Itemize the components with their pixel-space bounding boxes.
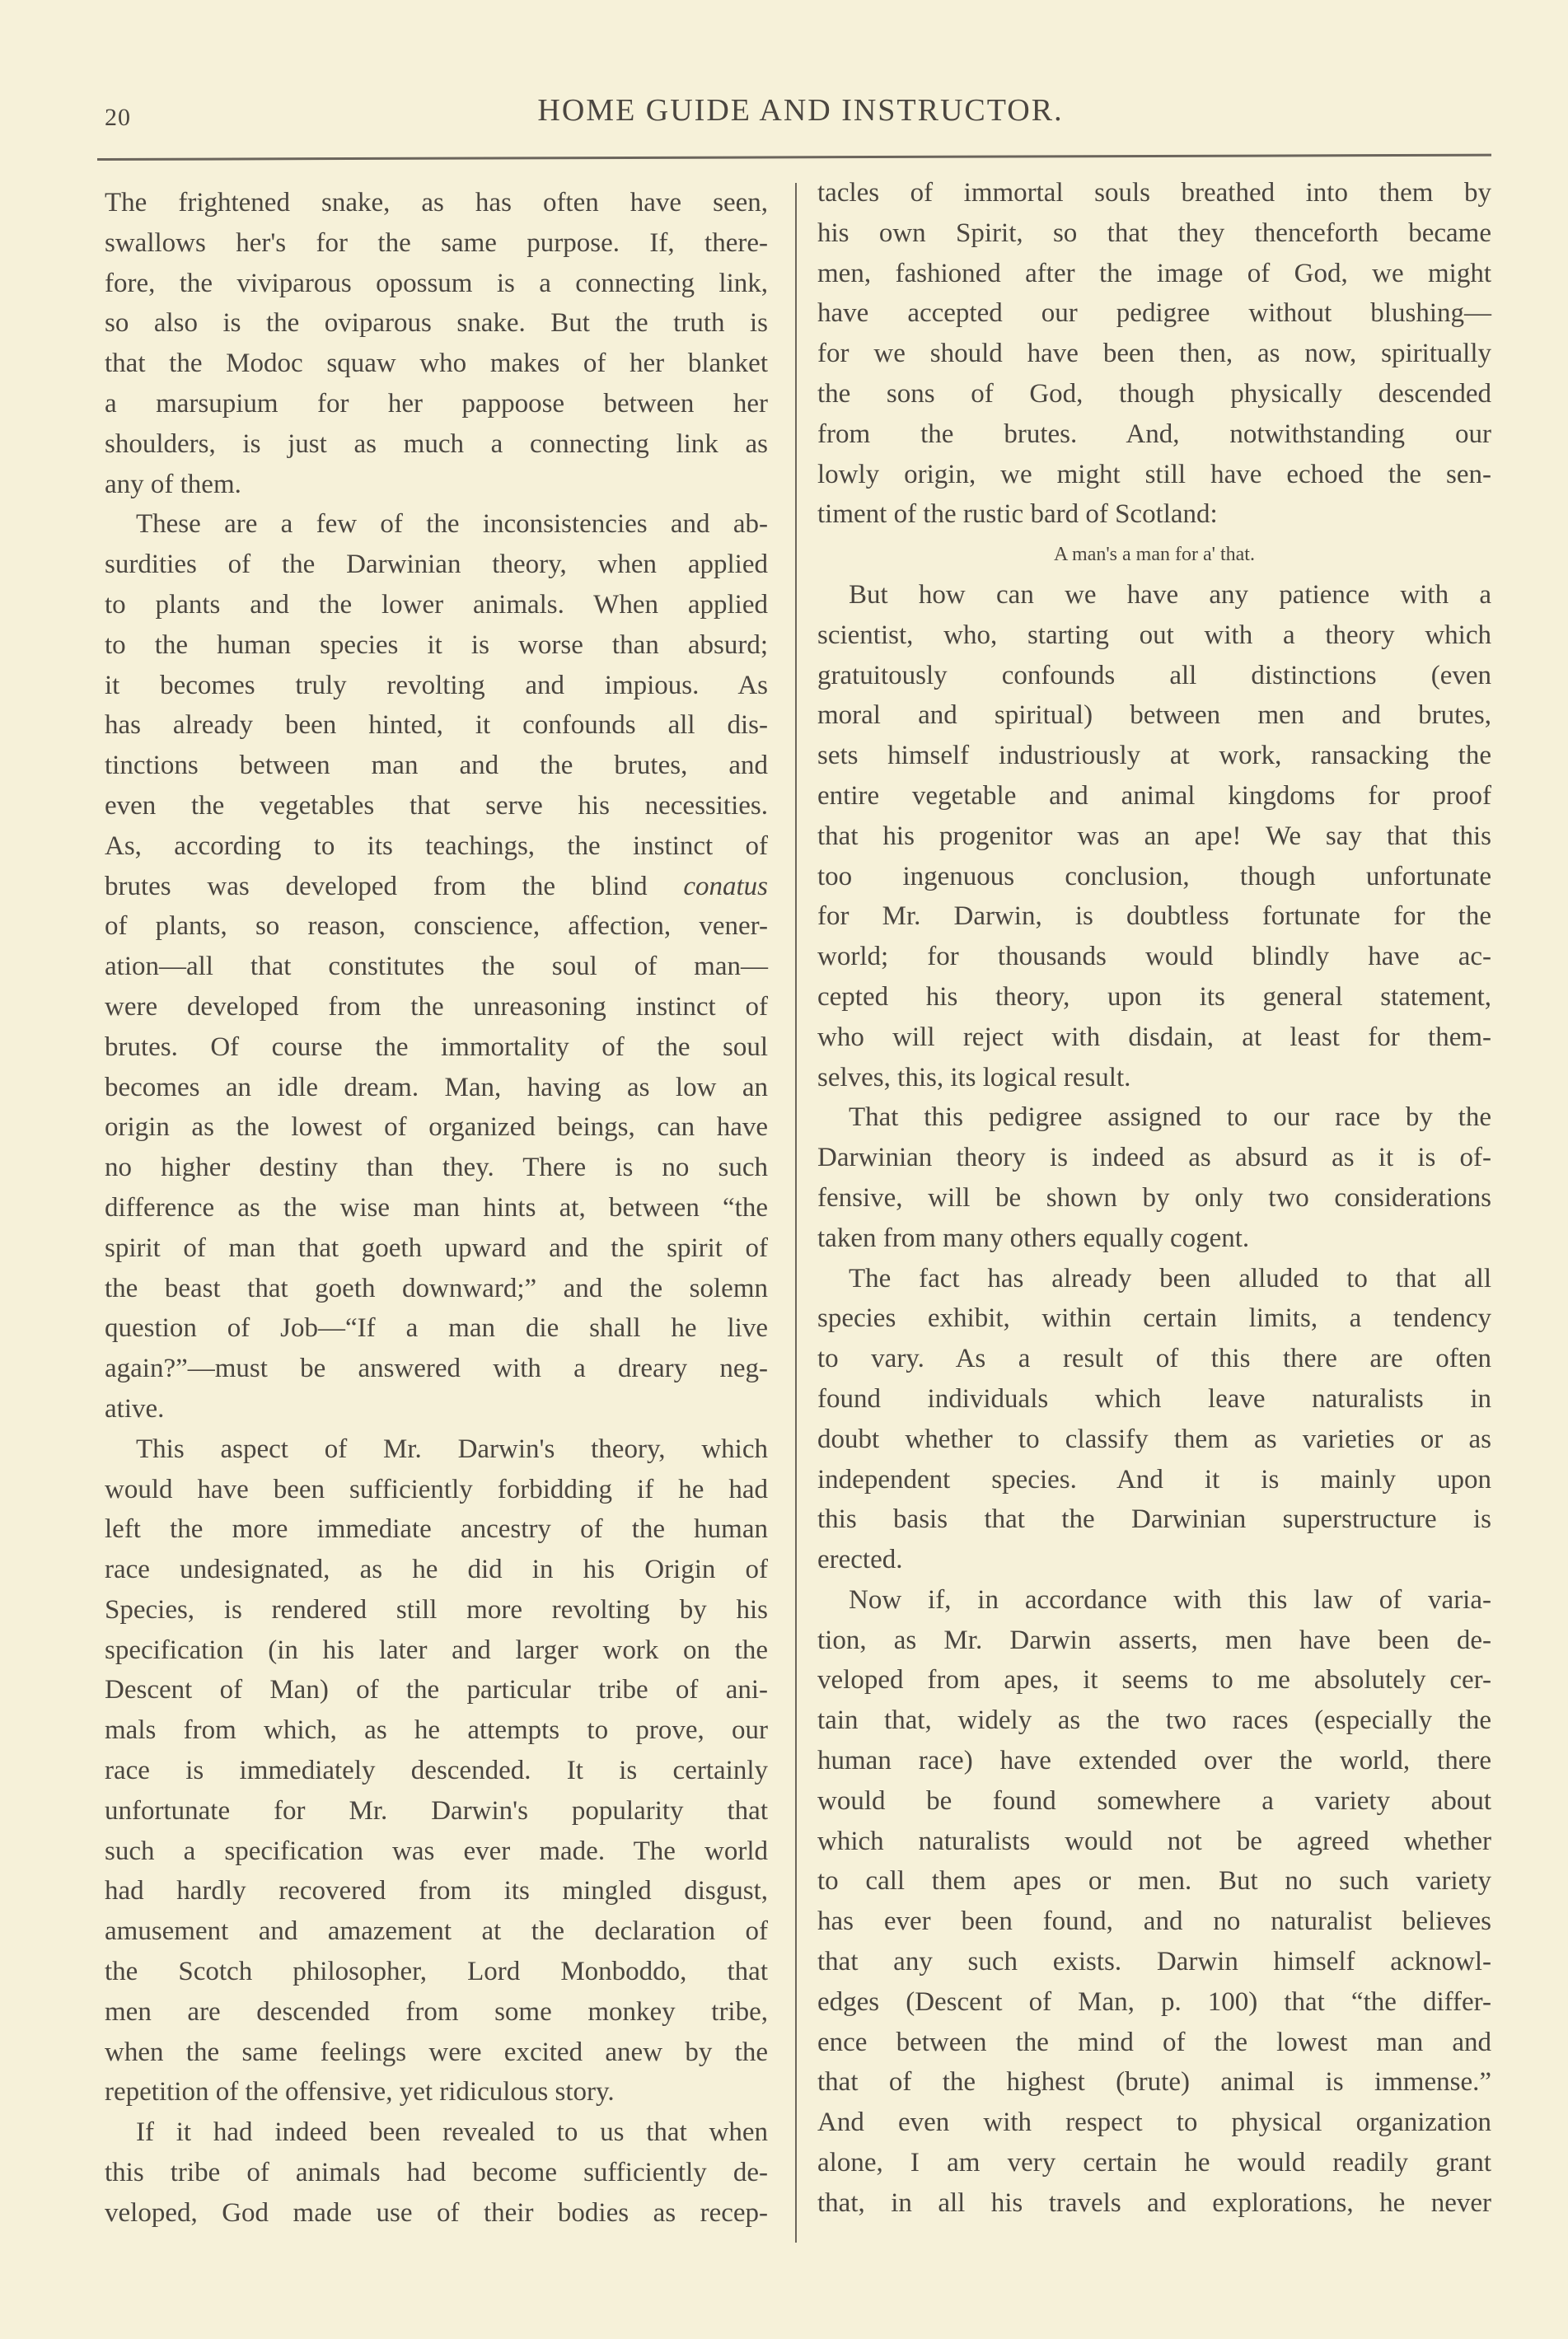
text-line: a marsupium for her pappoose between her [105, 388, 768, 419]
text-line: have accepted our pedigree without blushing— [817, 298, 1491, 329]
page-number: 20 [105, 104, 131, 131]
text-line: This aspect of Mr. Darwin's theory, which [136, 1434, 768, 1464]
text-line: veloped from apes, it seems to me absolutely cer- [817, 1665, 1491, 1696]
text-line: taken from many others equally cogent. [817, 1223, 1250, 1253]
text-line [105, 867, 768, 907]
text-line: shoulders, is just as much a connecting link as [105, 428, 768, 459]
paragraph [817, 1259, 1491, 1580]
text-line: Darwinian theory is indeed as absurd as it is of- [817, 1143, 1491, 1173]
text-line: were developed from the unreasoning instinct of [105, 991, 768, 1022]
text-line: to vary. As a result of this there are often [817, 1344, 1491, 1374]
paragraph [105, 504, 768, 1429]
text-line: mals from which, as he attempts to prove, our [105, 1715, 768, 1746]
text-line: The fact has already been alluded to that all [849, 1263, 1491, 1293]
text-line: selves, this, its logical result. [817, 1062, 1131, 1092]
text-line: cepted his theory, upon its general statement, [817, 981, 1491, 1012]
text-line: tacles of immortal souls breathed into them by [817, 178, 1491, 208]
paragraph [817, 1580, 1491, 2224]
text-line: world; for thousands would blindly have ac- [817, 942, 1491, 972]
text-line: edges (Descent of Man, p. 100) that “the differ- [817, 1986, 1491, 2017]
text-line: tain that, widely as the two races (especially the [817, 1705, 1491, 1736]
paragraph [817, 173, 1491, 535]
text-line: moral and spiritual) between men and brutes, [817, 700, 1491, 731]
text-line: any of them. [105, 469, 241, 499]
text-line: men are descended from some monkey tribe, [105, 1996, 768, 2027]
text-line: amusement and amazement at the declaration of [105, 1916, 768, 1947]
text-line: his own Spirit, so that they thenceforth became [817, 218, 1491, 248]
text-line: this basis that the Darwinian superstructure is [817, 1504, 1491, 1535]
text-line: entire vegetable and animal kingdoms for proof [817, 780, 1491, 811]
text-line: race is immediately descended. It is certainly [105, 1756, 768, 1786]
text-line: found individuals which leave naturalists in [817, 1383, 1491, 1414]
text-line: to the human species it is worse than absurd; [105, 629, 768, 660]
column-divider [795, 183, 797, 2243]
header-rule [97, 154, 1491, 161]
text-line: that his progenitor was an ape! We say that this [817, 821, 1491, 851]
text-line: question of Job—“If a man die shall he live [105, 1313, 768, 1344]
text-line: this tribe of animals had become sufficiently de- [105, 2158, 768, 2188]
text-line: again?”—must be answered with a dreary neg- [105, 1354, 768, 1384]
text-line: human race) have extended over the world, there [817, 1746, 1491, 1776]
paragraph [817, 1097, 1491, 1258]
text-line: it becomes truly revolting and impious. As [105, 670, 768, 700]
text-line: scientist, who, starting out with a theory which [817, 620, 1491, 650]
text-line: left the more immediate ancestry of the human [105, 1514, 768, 1545]
text-line: ative. [105, 1393, 165, 1424]
text-line: that the Modoc squaw who makes of her blanket [105, 349, 768, 379]
text-line: These are a few of the inconsistencies and ab- [136, 509, 768, 540]
text-line: too ingenuous conclusion, though unfortunate [817, 861, 1491, 891]
text-line: would be found somewhere a variety about [817, 1785, 1491, 1816]
text-line: even the vegetables that serve his necessities. [105, 790, 768, 821]
text-line: has already been hinted, it confounds all dis- [105, 710, 768, 741]
left-column [105, 183, 768, 2234]
paragraph [105, 1429, 768, 2113]
text-line: spirit of man that goeth upward and the spirit of [105, 1233, 768, 1263]
text-line: The frightened snake, as has often have seen, [105, 188, 768, 218]
text-line: repetition of the offensive, yet ridiculous story. [105, 2077, 615, 2107]
running-title: HOME GUIDE AND INSTRUCTOR. [537, 93, 1064, 128]
text-line: alone, I am very certain he would readily grant [817, 2148, 1491, 2178]
text-line: that any such exists. Darwin himself acknowl- [817, 1947, 1491, 1977]
text-line: to plants and the lower animals. When applied [105, 589, 768, 620]
paragraph [105, 2112, 768, 2233]
text-line: has ever been found, and no naturalist believes [817, 1906, 1491, 1937]
text-line: species exhibit, within certain limits, a tendency [817, 1303, 1491, 1334]
text-line: fensive, will be shown by only two considerations [817, 1182, 1491, 1213]
italic-term: conatus [683, 871, 768, 901]
right-column [817, 173, 1491, 2224]
text-line: And even with respect to physical organization [817, 2107, 1491, 2138]
text-line: specification (in his later and larger work on the [105, 1635, 768, 1665]
text-line: doubt whether to classify them as varieties or as [817, 1424, 1491, 1454]
text-line: Now if, in accordance with this law of varia- [849, 1584, 1491, 1615]
text-line: the sons of God, though physically descended [817, 378, 1491, 409]
text-line: tion, as Mr. Darwin asserts, men have been de- [817, 1625, 1491, 1655]
text-line: had hardly recovered from its mingled disgust, [105, 1876, 768, 1906]
text-line: erected. [817, 1545, 903, 1575]
text-line: for Mr. Darwin, is doubtless fortunate for the [817, 901, 1491, 932]
text-line: brutes. Of course the immortality of the soul [105, 1031, 768, 1062]
text-line: independent species. And it is mainly upon [817, 1464, 1491, 1495]
text-line: origin as the lowest of organized beings, can have [105, 1112, 768, 1143]
text-line: the beast that goeth downward;” and the solemn [105, 1273, 768, 1303]
text-line: veloped, God made use of their bodies as recep- [105, 2197, 768, 2228]
text-line: If it had indeed been revealed to us that when [136, 2117, 768, 2148]
text-line: surdities of the Darwinian theory, when applied [105, 550, 768, 580]
text-line: tinctions between man and the brutes, and [105, 751, 768, 781]
text-line: difference as the wise man hints at, between “the [105, 1192, 768, 1223]
text-line: of plants, so reason, conscience, affection, vener- [105, 911, 768, 942]
text-line: the Scotch philosopher, Lord Monboddo, that [105, 1957, 768, 1987]
text-line: lowly origin, we might still have echoed the sen- [817, 459, 1491, 489]
text-line: But how can we have any patience with a [849, 579, 1491, 610]
text-line: that, in all his travels and explorations, he never [817, 2187, 1491, 2218]
text-line: ence between the mind of the lowest man and [817, 2027, 1491, 2057]
text-line: so also is the oviparous snake. But the truth is [105, 308, 768, 339]
text-line: when the same feelings were excited anew by the [105, 2037, 768, 2067]
text-line: no higher destiny than they. There is no such [105, 1153, 768, 1183]
text-line: swallows her's for the same purpose. If, there- [105, 227, 768, 258]
text-line: gratuitously confounds all distinctions (even [817, 660, 1491, 690]
text-segment: brutes was developed from the blind [105, 871, 684, 901]
text-line: Descent of Man) of the particular tribe of ani- [105, 1675, 768, 1705]
paragraph [817, 575, 1491, 1097]
text-line: fore, the viviparous opossum is a connecting link, [105, 268, 768, 298]
text-line: who will reject with disdain, at least for them- [817, 1022, 1491, 1052]
text-line: That this pedigree assigned to our race by the [849, 1102, 1491, 1133]
text-line: which naturalists would not be agreed whether [817, 1826, 1491, 1856]
text-line: timent of the rustic bard of Scotland: [817, 499, 1218, 530]
text-line: ation—all that constitutes the soul of man— [105, 952, 768, 982]
text-line: sets himself industriously at work, ransacking the [817, 741, 1491, 771]
text-line: to call them apes or men. But no such variety [817, 1866, 1491, 1897]
verse-quote: A man's a man for a' that. [1054, 544, 1255, 566]
text-line: unfortunate for Mr. Darwin's popularity that [105, 1795, 768, 1826]
text-line: that of the highest (brute) animal is immense.” [817, 2067, 1491, 2098]
text-line: from the brutes. And, notwithstanding our [817, 419, 1491, 449]
text-line: race undesignated, as he did in his Origin of [105, 1555, 768, 1585]
text-line: Species, is rendered still more revolting by his [105, 1594, 768, 1625]
text-line: men, fashioned after the image of God, we might [817, 258, 1491, 288]
paragraph [105, 183, 768, 504]
text-line: for we should have been then, as now, spiritually [817, 339, 1491, 369]
text-line: becomes an idle dream. Man, having as low an [105, 1072, 768, 1102]
text-line: such a specification was ever made. The world [105, 1836, 768, 1866]
text-line: As, according to its teachings, the instinct of [105, 830, 768, 861]
text-line: would have been sufficiently forbidding if he had [105, 1474, 768, 1504]
